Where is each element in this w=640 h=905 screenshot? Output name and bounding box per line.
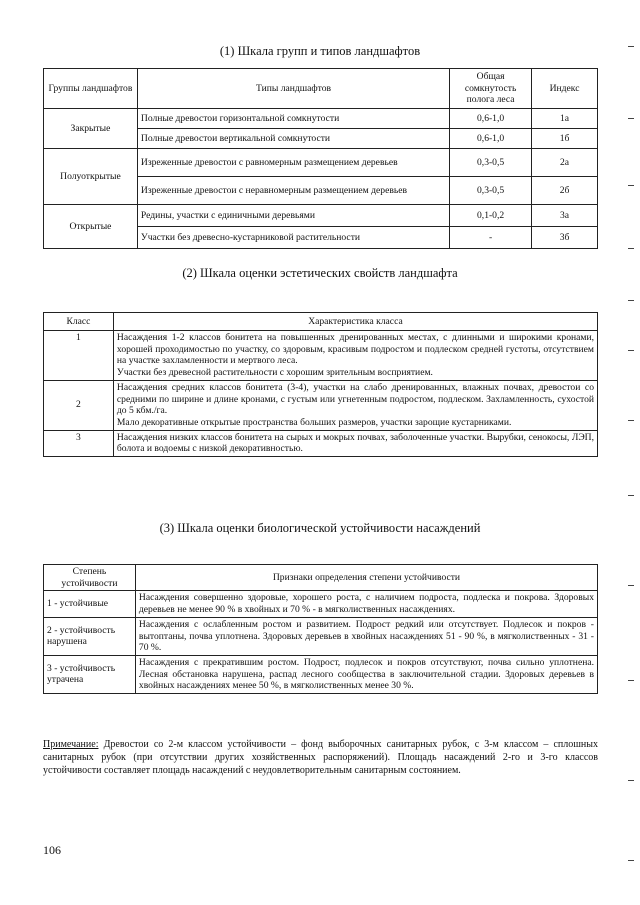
index-cell: 1а (532, 109, 598, 129)
index-cell: 2а (532, 149, 598, 177)
type-cell: Редины, участки с единичными деревьями (137, 205, 449, 227)
scan-margin-mark (628, 420, 634, 421)
degree-cell: 1 - устойчивые (44, 591, 136, 617)
scan-margin-mark (628, 350, 634, 351)
density-cell: 0,1-0,2 (450, 205, 532, 227)
scan-margin-mark (628, 495, 634, 496)
scan-margin-mark (628, 118, 634, 119)
density-cell: 0,6-1,0 (450, 109, 532, 129)
description-cell (113, 380, 597, 430)
density-cell: 0,3-0,5 (450, 149, 532, 177)
header-cell: Группы ландшафтов (44, 69, 138, 109)
description-cell (113, 331, 597, 381)
header-cell: Индекс (532, 69, 598, 109)
description-text: Насаждения 1-2 классов бонитета на повышенных дренированных местах, с длинными и широкими кронами, хорошей проходимостью по участку, со здоровым, красивым подростом и подлеском средней густоты, отсутствием на участке захламленности и мертвого леса. (116, 332, 594, 367)
signs-cell: Насаждения с ослабленным ростом и развитием. Подрост редкий или отсутствует. Подлесок и покров - вытоптаны, почва уплотнена. Здоровых деревьев в хвойных насаждениях 51 - 90 %, в мягколиственных - 31 - 70 %. (135, 617, 597, 655)
header-cell: Типы ландшафтов (137, 69, 449, 109)
density-cell: - (450, 227, 532, 249)
landscape-types-table (43, 68, 598, 249)
scan-margin-mark (628, 585, 634, 586)
scan-margin-mark (628, 248, 634, 249)
note-text: Древостои со 2-м классом устойчивости – фонд выборочных санитарных рубок, с 3-м классом – сплошных санитарных рубок (при отсутствии других хозяйственных распоряжений). Площадь насаждений 2-го и 3-го классов устойчивости составляет площадь насаждений с неудовлетворительным санитарным состоянием. (43, 739, 598, 776)
description-text: Насаждения средних классов бонитета (3-4), участки на слабо дренированных, влажных почвах, древостои со средними по ширине и длине кронами, с густым или угнетенным подростом, подлеском. Захламленность, сухостой до 5 кбм./га. (116, 381, 594, 417)
group-cell: Открытые (44, 205, 138, 249)
scan-margin-mark (628, 680, 634, 681)
index-cell: 1б (532, 129, 598, 149)
header-cell: Признаки определения степени устойчивости (135, 565, 597, 591)
type-cell: Полные древостои вертикальной сомкнутости (137, 129, 449, 149)
density-cell: 0,3-0,5 (450, 177, 532, 205)
type-cell: Изреженные древостои с равномерным размещением деревьев (137, 149, 449, 177)
description-text-2: Мало декоративные открытые пространства больших размеров, участки зарощие кустарниками. (116, 416, 512, 428)
header-cell: Характеристика класса (113, 313, 597, 331)
group-cell: Закрытые (44, 109, 138, 149)
scan-margin-mark (628, 780, 634, 781)
type-cell: Изреженные древостои с неравномерным размещением деревьев (137, 177, 449, 205)
signs-cell: Насаждения с прекратившим ростом. Подрост, подлесок и покров отсутствуют, почва сильно уплотнена. Лесная обстановка нарушена, распад лесного сообщества в заключительной стадии. Здоровых деревьев в хвойных насаждениях менее 50 %, в мягколиственных менее 30 %. (135, 655, 597, 693)
scan-margin-mark (628, 46, 634, 47)
index-cell: 2б (532, 177, 598, 205)
aesthetic-scale-table (43, 312, 598, 457)
stability-scale-table (43, 564, 598, 694)
class-cell: 3 (44, 430, 114, 456)
density-cell: 0,6-1,0 (450, 129, 532, 149)
class-cell: 2 (44, 380, 114, 430)
table3-title: (3) Шкала оценки биологической устойчивости насаждений (159, 521, 481, 535)
page-number: 106 (43, 843, 61, 857)
group-cell: Полуоткрытые (44, 149, 138, 205)
description-text-2: Участки без древесной растительности с хорошим зрительным восприятием. (116, 367, 433, 379)
type-cell: Участки без древесно-кустарниковой растительности (137, 227, 449, 249)
signs-cell: Насаждения совершенно здоровые, хорошего роста, с наличием подроста, подлеска и покрова. Здоровых деревьев не менее 90 % в хвойных и 70 % - в мягколиственных насаждениях. (135, 591, 597, 617)
header-cell: Степень устойчивости (44, 565, 136, 591)
type-cell: Полные древостои горизонтальной сомкнутости (137, 109, 449, 129)
description-cell: Насаждения низких классов бонитета на сырых и мокрых почвах, заболоченные участки. Вырубки, сенокосы, ЛЭП, болота и водоемы с низкой декоративностью. (113, 430, 597, 456)
class-cell: 1 (44, 331, 114, 381)
header-cell: Общая сомкнутость полога леса (450, 69, 532, 109)
table2-title: (2) Шкала оценки эстетических свойств ландшафта (182, 266, 458, 280)
scan-margin-mark (628, 860, 634, 861)
scan-margin-mark (628, 300, 634, 301)
index-cell: 3а (532, 205, 598, 227)
scan-margin-mark (628, 185, 634, 186)
note-paragraph (43, 738, 598, 777)
table1-title: (1) Шкала групп и типов ландшафтов (219, 44, 421, 58)
degree-cell: 2 - устойчивость нарушена (44, 617, 136, 655)
note-label: Примечание: (43, 739, 99, 750)
header-cell: Класс (44, 313, 114, 331)
degree-cell: 3 - устойчивость утрачена (44, 655, 136, 693)
index-cell: 3б (532, 227, 598, 249)
